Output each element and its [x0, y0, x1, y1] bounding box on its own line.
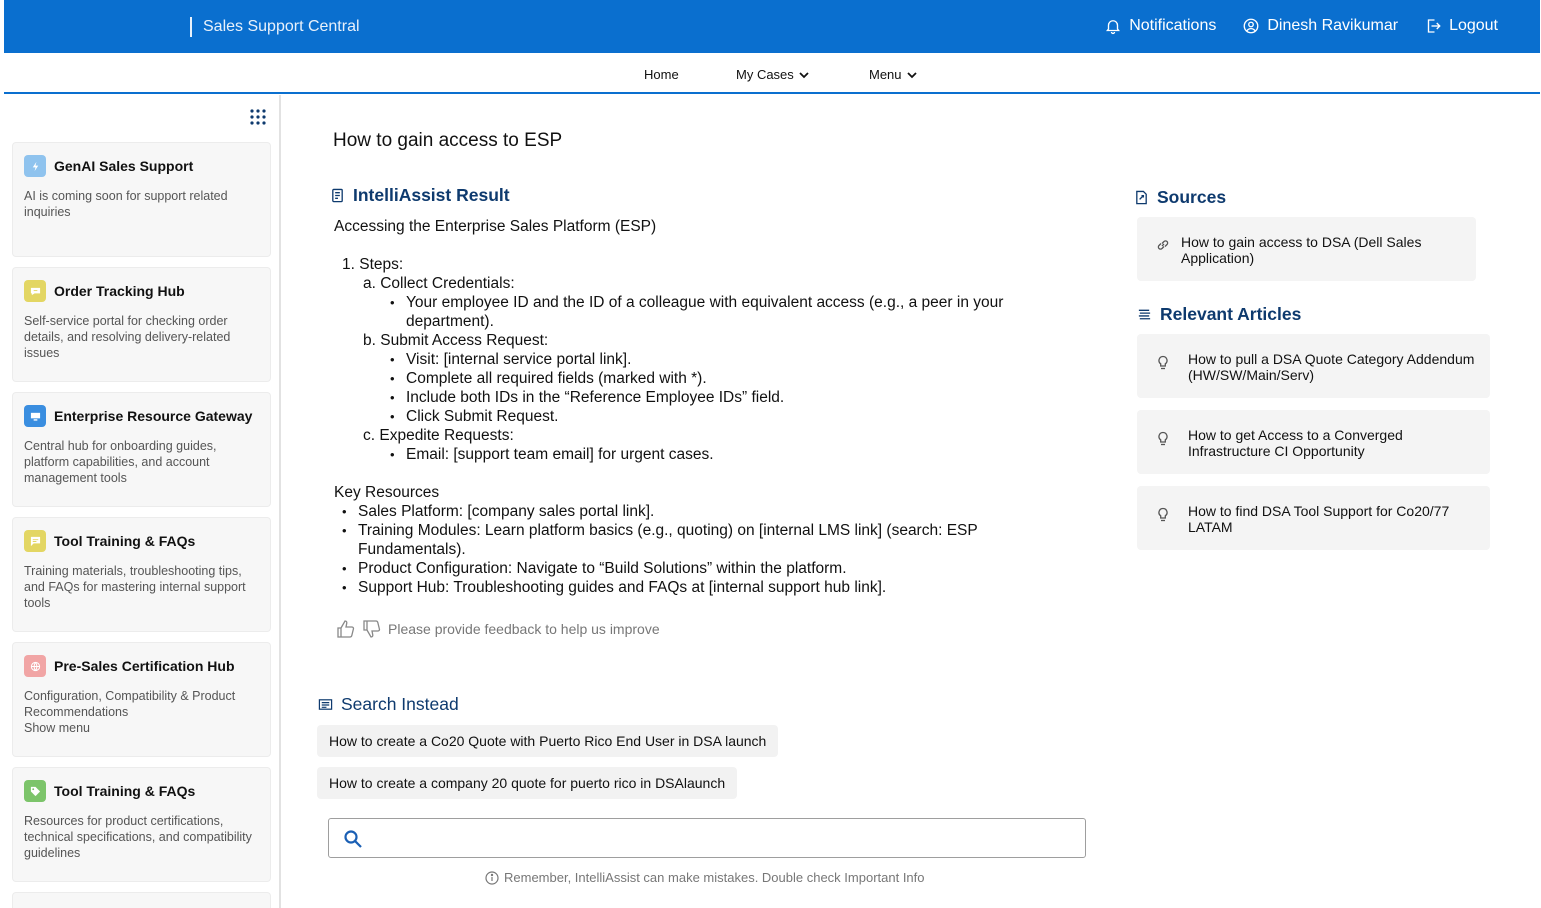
search-instead-heading: [318, 694, 459, 715]
header-actions: [1104, 15, 1498, 37]
feedback-text: Please provide feedback to help us improve: [388, 621, 660, 637]
card-header: [24, 280, 185, 302]
stack-icon: [1137, 307, 1152, 322]
bell-icon: [1104, 17, 1122, 35]
file-link-icon: [1134, 190, 1149, 205]
card-header: [24, 155, 193, 177]
resource-item: • Product Configuration: Navigate to “Build Solutions” within the platform.: [334, 559, 1054, 578]
result-heading-text: IntelliAssist Result: [353, 185, 510, 205]
link-icon: [1155, 237, 1171, 253]
article-item[interactable]: [1137, 486, 1490, 550]
globe-icon: [24, 655, 46, 677]
nav-home-label: Home: [644, 67, 679, 82]
top-header-bar: [4, 0, 1540, 53]
card-description: Self-service portal for checking order details, and resolving delivery-related issues: [24, 314, 231, 360]
nav-menu-label: Menu: [869, 67, 902, 82]
article-title: How to pull a DSA Quote Category Addendum (HW/SW/Main/Serv): [1188, 351, 1475, 383]
bolt-icon: [24, 155, 46, 177]
card-description: Central hub for onboarding guides, platform capabilities, and account management tools: [24, 439, 217, 485]
sidebar-card-order-tracking-hub[interactable]: [12, 267, 271, 382]
step-b-item: • Click Submit Request.: [334, 407, 1054, 426]
card-header: [24, 655, 235, 677]
intelliassist-result-heading: [330, 185, 510, 206]
step-b-label: b. Submit Access Request:: [363, 332, 549, 349]
nav-my-cases[interactable]: [736, 67, 810, 82]
article-item[interactable]: [1137, 334, 1490, 398]
article-title: How to get Access to a Converged Infrastructure CI Opportunity: [1188, 427, 1403, 459]
answer-intro: Accessing the Enterprise Sales Platform (ESP): [334, 218, 657, 235]
card-header: [24, 530, 195, 552]
notifications-button[interactable]: [1104, 15, 1216, 37]
tag-icon: [24, 780, 46, 802]
user-circle-icon: [1242, 17, 1260, 35]
key-resources-label: Key Resources: [334, 484, 440, 501]
answer-content: [334, 217, 1054, 597]
relevant-articles-text: Relevant Articles: [1160, 304, 1302, 324]
step-b-item: • Include both IDs in the “Reference Employee IDs” field.: [334, 388, 1054, 407]
card-description: AI is coming soon for support related inquiries: [24, 189, 228, 219]
answer-steps-label: 1. Steps:: [342, 256, 404, 273]
resource-item: • Support Hub: Troubleshooting guides and FAQs at [internal support hub link].: [334, 578, 1054, 597]
monitor-icon: [24, 405, 46, 427]
search-instead-text: Search Instead: [341, 694, 459, 714]
search-input[interactable]: [375, 825, 1075, 851]
logout-button[interactable]: [1424, 15, 1498, 37]
card-title: Enterprise Resource Gateway: [54, 408, 253, 424]
logout-icon: [1424, 17, 1442, 35]
step-a-label: a. Collect Credentials:: [363, 275, 515, 292]
nav-my-cases-label: My Cases: [736, 67, 794, 82]
list-icon: [318, 697, 333, 712]
sidebar-card-tool-training-faqs-2[interactable]: [12, 767, 271, 882]
step-c-label: c. Expedite Requests:: [363, 427, 514, 444]
card-title: Tool Training & FAQs: [54, 783, 196, 799]
chevron-down-icon: [906, 69, 918, 81]
document-icon: [330, 188, 345, 203]
lightbulb-icon: [1155, 355, 1171, 371]
lightbulb-icon: [1155, 507, 1171, 523]
card-title: Pre-Sales Certification Hub: [54, 658, 235, 674]
card-title: GenAI Sales Support: [54, 158, 194, 174]
main-nav: [4, 53, 1540, 94]
message-icon: [24, 530, 46, 552]
sources-heading: [1134, 187, 1226, 208]
step-b-item: • Visit: [internal service portal link].: [334, 350, 1054, 369]
app-title[interactable]: Sales Support Central: [190, 17, 360, 37]
card-title: Order Tracking Hub: [54, 283, 185, 299]
sidebar-card-partial[interactable]: [12, 892, 271, 908]
source-title: How to gain access to DSA (Dell Sales Application): [1181, 234, 1422, 266]
feedback-bar: [336, 619, 660, 639]
user-name: Dinesh Ravikumar: [1267, 17, 1399, 34]
search-icon[interactable]: [343, 829, 363, 849]
key-resources-list: [334, 502, 1054, 597]
source-item[interactable]: [1137, 217, 1476, 281]
card-description: Training materials, troubleshooting tips, and FAQs for mastering internal support tools: [24, 564, 246, 610]
sidebar-card-pre-sales-certification-hub[interactable]: [12, 642, 271, 757]
resource-item: • Training Modules: Learn platform basics (e.g., quoting) on [internal LMS link] (search: ESP Fundamentals).: [334, 521, 1054, 559]
search-bar: [328, 818, 1086, 858]
resource-item: • Sales Platform: [company sales portal link].: [334, 502, 1054, 521]
search-suggestion[interactable]: How to create a Co20 Quote with Puerto Rico End User in DSA launch: [317, 725, 778, 757]
disclaimer: [485, 870, 925, 885]
article-item[interactable]: [1137, 410, 1490, 474]
info-icon: [485, 871, 499, 885]
nav-menu[interactable]: [869, 67, 918, 82]
sidebar: [4, 95, 281, 908]
card-header: [24, 780, 195, 802]
chat-icon: [24, 280, 46, 302]
card-header: [24, 405, 252, 427]
sidebar-card-genai-sales-support[interactable]: [12, 142, 271, 257]
disclaimer-text: Remember, IntelliAssist can make mistakes. Double check Important Info: [504, 870, 925, 885]
article-title: How to find DSA Tool Support for Co20/77 LATAM: [1188, 503, 1450, 535]
relevant-articles-heading: [1137, 304, 1301, 325]
step-a-item: • Your employee ID and the ID of a colleague with equivalent access (e.g., a peer in your department).: [334, 293, 1054, 331]
sidebar-card-tool-training-faqs[interactable]: [12, 517, 271, 632]
page-title: How to gain access to ESP: [333, 130, 563, 151]
logout-label: Logout: [1449, 17, 1498, 34]
search-suggestion[interactable]: How to create a company 20 quote for puerto rico in DSAlaunch: [317, 767, 737, 799]
sidebar-card-enterprise-resource-gateway[interactable]: [12, 392, 271, 507]
notifications-label: Notifications: [1129, 17, 1217, 34]
app-grid-icon[interactable]: [249, 108, 267, 126]
nav-home[interactable]: [644, 67, 679, 82]
step-b-item: • Complete all required fields (marked with *).: [334, 369, 1054, 388]
card-description: Configuration, Compatibility & Product Recommendations Show menu: [24, 689, 236, 735]
lightbulb-icon: [1155, 431, 1171, 447]
thumbs-down-icon[interactable]: [362, 619, 382, 639]
user-profile-button[interactable]: [1242, 15, 1398, 37]
card-title: Tool Training & FAQs: [54, 533, 196, 549]
thumbs-up-icon[interactable]: [336, 619, 356, 639]
sources-heading-text: Sources: [1157, 187, 1227, 207]
step-c-item: • Email: [support team email] for urgent cases.: [334, 445, 1054, 464]
chevron-down-icon: [798, 69, 810, 81]
card-description: Resources for product certifications, technical specifications, and compatibility guidelines: [24, 814, 252, 860]
